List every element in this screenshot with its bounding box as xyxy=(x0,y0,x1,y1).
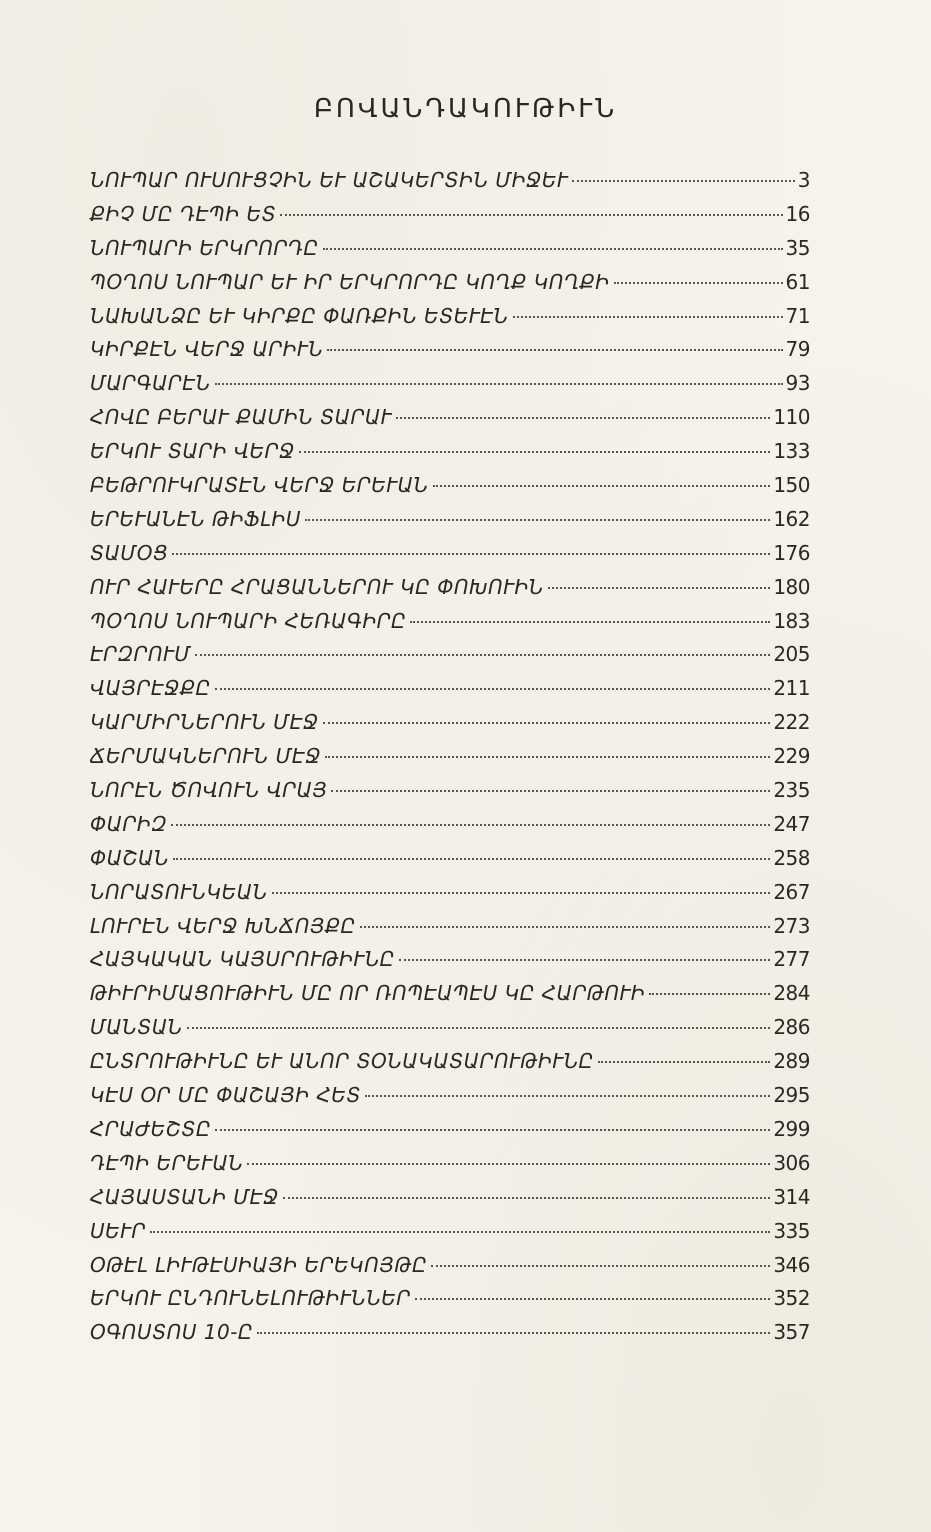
toc-entry-page-number: 222 xyxy=(773,710,810,735)
toc-entry xyxy=(90,1282,810,1316)
toc-entry xyxy=(90,1079,810,1113)
toc-entry-title: ՊՕՂՈՍ ՆՈՒՊԱՐ ԵՒ ԻՐ ԵՐԿՐՈՐԴԸ ԿՈՂՔ ԿՈՂՔԻ xyxy=(90,269,610,294)
toc-entry-title: ՈՒՐ ՀԱՒԵՐԸ ՀՐԱՑԱՆՆԵՐՈՒ ԿԸ ՓՈԽՈՒԻՆ xyxy=(90,574,544,599)
toc-entry-page-number: 357 xyxy=(773,1320,810,1345)
dot-leader xyxy=(433,485,771,487)
toc-entry-title: ՆՈՒՊԱՐԻ ԵՐԿՐՈՐԴԸ xyxy=(90,235,319,260)
toc-entry-page-number: 267 xyxy=(773,879,810,904)
toc-entry-page-number: 3 xyxy=(797,168,810,192)
toc-entry xyxy=(90,1113,810,1147)
toc-entry xyxy=(90,164,810,198)
toc-entry-page-number: 289 xyxy=(773,1049,810,1074)
toc-entry-page-number: 335 xyxy=(773,1218,810,1243)
toc-entry-title: ՀԱՅԿԱԿԱՆ ԿԱՅՍՐՈՒԹԻՒՆԸ xyxy=(90,947,395,972)
toc-entry xyxy=(90,1011,810,1045)
toc-entry-title: ՀՈՎԸ ԲԵՐԱՒ ՔԱՄԻՆ ՏԱՐԱՒ xyxy=(90,405,393,430)
toc-entry-page-number: 180 xyxy=(773,574,810,599)
toc-entry xyxy=(90,943,810,977)
toc-entry-title: ՓԱՇԱՆ xyxy=(90,845,170,870)
toc-entry xyxy=(90,706,810,740)
toc-entry xyxy=(90,842,810,876)
toc-entry xyxy=(90,1045,810,1079)
toc-entry-page-number: 176 xyxy=(773,540,810,565)
toc-entry-page-number: 299 xyxy=(773,1116,810,1141)
dot-leader xyxy=(215,688,771,690)
toc-entry-title: ԼՈՒՐԷՆ ՎԵՐՋ ԽՆՃՈՅՔԸ xyxy=(90,913,356,938)
toc-entry xyxy=(90,876,810,910)
toc-entry xyxy=(90,367,810,401)
toc-entry-page-number: 306 xyxy=(773,1150,810,1175)
toc-entry xyxy=(90,435,810,469)
toc-entry-page-number: 284 xyxy=(773,981,810,1006)
toc-entry-title: ԹԻՒՐԻՄԱՑՈՒԹԻՒՆ ՄԸ ՈՐ ՌՈՊԷԱՊԷՍ ԿԸ ՀԱՐԹՈՒԻ xyxy=(90,981,646,1006)
dot-leader xyxy=(399,959,770,961)
dot-leader xyxy=(365,1095,770,1097)
toc-entry-title: ՕԹԷԼ ԼԻՒԹԷՍԻԱՅԻ ԵՐԵԿՈՅԹԸ xyxy=(90,1252,428,1277)
dot-leader xyxy=(257,1332,770,1334)
toc-entry xyxy=(90,571,810,605)
dot-leader xyxy=(280,214,782,216)
toc-entry-title: ԲԵԹՐՈՒԿՐԱՏԷՆ ՎԵՐՋ ԵՐԵՒԱՆ xyxy=(90,473,429,498)
toc-entry xyxy=(90,266,810,300)
toc-entry-title: ՎԱՅՐԷՋՔԸ xyxy=(90,676,211,701)
dot-leader xyxy=(572,180,794,182)
toc-entry-page-number: 273 xyxy=(773,913,810,938)
toc-entry-page-number: 79 xyxy=(785,337,810,362)
toc-entry xyxy=(90,1181,810,1215)
toc-entry-page-number: 183 xyxy=(773,608,810,633)
toc-entry-title: ԸՆՏՐՈՒԹԻՒՆԸ ԵՒ ԱՆՈՐ ՏՕՆԱԿԱՏԱՐՈՒԹԻՒՆԸ xyxy=(90,1049,594,1074)
toc-entry xyxy=(90,537,810,571)
toc-entry-title: ԵՐԵՒԱՆԷՆ ԹԻՖԼԻՍ xyxy=(90,506,301,531)
dot-leader xyxy=(215,383,783,385)
dot-leader xyxy=(323,248,783,250)
toc-entry-page-number: 352 xyxy=(773,1286,810,1311)
toc-entry xyxy=(90,605,810,639)
toc-entry-title: ՃԵՐՄԱԿՆԵՐՈՒՆ ՄԷՋ xyxy=(90,744,322,769)
dot-leader xyxy=(305,519,770,521)
table-of-contents xyxy=(90,164,810,1350)
toc-entry-title: ՍԵՒՐ xyxy=(90,1218,146,1243)
toc-entry-page-number: 71 xyxy=(785,303,810,328)
toc-entry xyxy=(90,1215,810,1249)
dot-leader xyxy=(431,1265,770,1267)
dot-leader xyxy=(410,621,770,623)
toc-entry-title: ՔԻՉ ՄԸ ԴԷՊԻ ԵՏ xyxy=(90,201,277,226)
toc-entry-page-number: 247 xyxy=(773,811,810,836)
dot-leader xyxy=(195,654,771,656)
toc-entry xyxy=(90,1147,810,1181)
dot-leader xyxy=(598,1061,770,1063)
toc-entry-title: ԿԷՍ ՕՐ ՄԸ ՓԱՇԱՅԻ ՀԵՏ xyxy=(90,1083,362,1108)
page-title: ԲՈՎԱՆԴԱԿՈՒԹԻՒՆ xyxy=(313,94,618,124)
toc-entry-title: ԷՐԶՐՈՒՄ xyxy=(90,642,191,667)
toc-entry-title: ԿԻՐՔԷՆ ՎԵՐՋ ԱՐԻՒՆ xyxy=(90,337,324,362)
dot-leader xyxy=(614,282,783,284)
dot-leader xyxy=(173,858,770,860)
dot-leader xyxy=(360,926,771,928)
toc-entry-page-number: 211 xyxy=(773,676,810,701)
toc-entry-page-number: 16 xyxy=(785,201,810,226)
toc-entry-title: ՆԱԽԱՆՁԸ ԵՒ ԿԻՐՔԸ ՓԱՌՔԻՆ ԵՏԵՒԷՆ xyxy=(90,303,509,328)
toc-entry-page-number: 235 xyxy=(773,778,810,803)
toc-entry-page-number: 286 xyxy=(773,1015,810,1040)
toc-entry xyxy=(90,638,810,672)
dot-leader xyxy=(327,349,782,351)
dot-leader xyxy=(396,417,770,419)
toc-entry-title: ՆՈՐԷՆ ԾՈՎՈՒՆ ՎՐԱՅ xyxy=(90,778,328,803)
toc-entry xyxy=(90,774,810,808)
dot-leader xyxy=(548,587,770,589)
dot-leader xyxy=(247,1163,770,1165)
toc-entry xyxy=(90,1316,810,1350)
toc-entry-page-number: 258 xyxy=(773,845,810,870)
dot-leader xyxy=(215,1129,770,1131)
toc-entry-page-number: 346 xyxy=(773,1252,810,1277)
toc-entry xyxy=(90,401,810,435)
toc-entry xyxy=(90,977,810,1011)
toc-entry-page-number: 61 xyxy=(785,269,810,294)
toc-entry xyxy=(90,333,810,367)
dot-leader xyxy=(513,316,783,318)
toc-entry xyxy=(90,232,810,266)
dot-leader xyxy=(649,993,770,995)
toc-entry-page-number: 110 xyxy=(773,405,810,430)
toc-entry-page-number: 133 xyxy=(773,439,810,464)
toc-entry-title: ՓԱՐԻԶ xyxy=(90,811,168,836)
toc-entry-title: ՄԱՆՏԱՆ xyxy=(90,1015,183,1040)
dot-leader xyxy=(415,1298,771,1300)
toc-entry-title: ԴԷՊԻ ԵՐԵՒԱՆ xyxy=(90,1150,244,1175)
toc-entry xyxy=(90,740,810,774)
dot-leader xyxy=(171,824,770,826)
toc-entry-title: ՀՐԱԺԵՇՏԸ xyxy=(90,1116,212,1141)
toc-entry-title: ՕԳՈՍՏՈՍ 10-Ը xyxy=(90,1320,254,1345)
dot-leader xyxy=(331,790,770,792)
toc-entry-title: ՆՈՒՊԱՐ ՈՒՍՈՒՑՉԻՆ ԵՒ ԱՇԱԿԵՐՏԻՆ ՄԻՋԵՒ xyxy=(90,168,569,192)
dot-leader xyxy=(150,1231,770,1233)
toc-entry-page-number: 205 xyxy=(773,642,810,667)
toc-entry-title: ՄԱՐԳԱՐԷՆ xyxy=(90,371,211,396)
toc-entry-page-number: 314 xyxy=(773,1184,810,1209)
toc-entry-page-number: 277 xyxy=(773,947,810,972)
toc-entry-title: ՆՈՐԱՏՈՒՆԿԵԱՆ xyxy=(90,879,268,904)
toc-entry-page-number: 162 xyxy=(773,506,810,531)
toc-entry xyxy=(90,672,810,706)
dot-leader xyxy=(283,1197,770,1199)
dot-leader xyxy=(323,722,771,724)
toc-entry xyxy=(90,1249,810,1283)
toc-entry-title: ԿԱՐՄԻՐՆԵՐՈՒՆ ՄԷՋ xyxy=(90,710,319,735)
toc-entry-title: ՀԱՅԱՍՏԱՆԻ ՄԷՋ xyxy=(90,1184,279,1209)
toc-entry xyxy=(90,300,810,334)
toc-entry-page-number: 295 xyxy=(773,1083,810,1108)
dot-leader xyxy=(172,553,770,555)
toc-entry-page-number: 229 xyxy=(773,744,810,769)
dot-leader xyxy=(325,756,770,758)
toc-entry-page-number: 150 xyxy=(773,473,810,498)
toc-entry-title: ՏԱՄՕՑ xyxy=(90,540,169,565)
toc-entry-title: ԵՐԿՈՒ ԸՆԴՈՒՆԵԼՈՒԹԻՒՆՆԵՐ xyxy=(90,1286,411,1311)
toc-entry-title: ԵՐԿՈՒ ՏԱՐԻ ՎԵՐՋ xyxy=(90,439,295,464)
toc-entry xyxy=(90,910,810,944)
dot-leader xyxy=(299,451,770,453)
toc-entry-page-number: 93 xyxy=(785,371,810,396)
toc-entry-page-number: 35 xyxy=(785,235,810,260)
dot-leader xyxy=(187,1027,771,1029)
toc-entry xyxy=(90,808,810,842)
dot-leader xyxy=(272,892,771,894)
toc-entry-title: ՊՕՂՈՍ ՆՈՒՊԱՐԻ ՀԵՌԱԳԻՐԸ xyxy=(90,608,407,633)
toc-entry xyxy=(90,469,810,503)
toc-entry xyxy=(90,503,810,537)
toc-entry xyxy=(90,198,810,232)
